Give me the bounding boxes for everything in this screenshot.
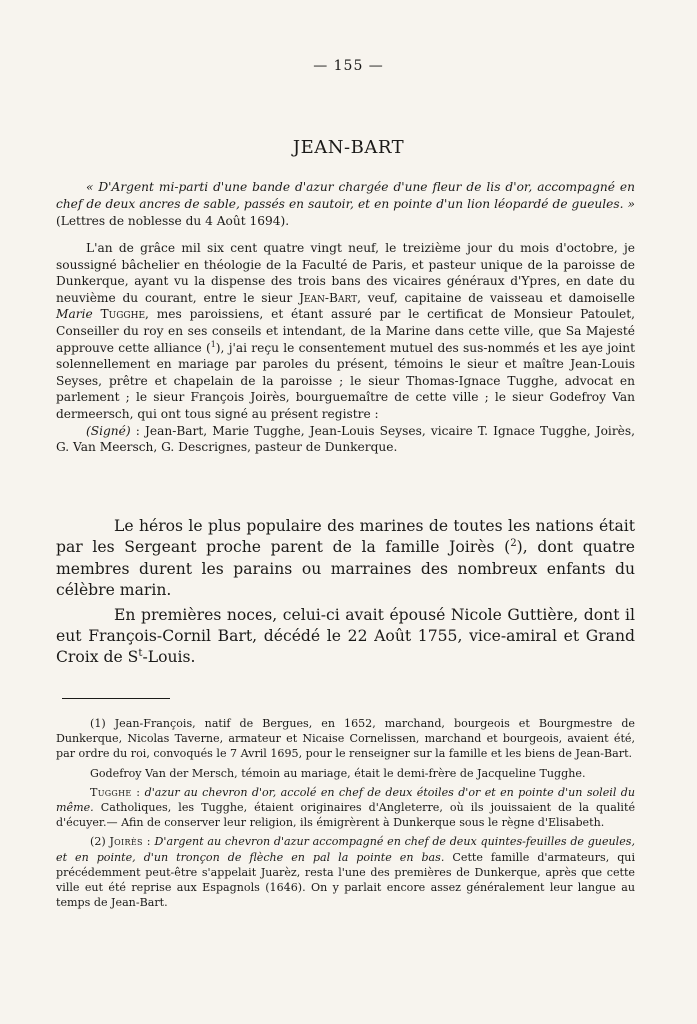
page-number: — 155 —	[313, 58, 384, 74]
signatures	[56, 423, 635, 456]
bride-first-name: Marie	[56, 307, 93, 322]
footnotes	[56, 716, 635, 910]
marriage-record	[56, 240, 635, 456]
footnote-ref-2: 2	[510, 538, 517, 550]
coat-of-arms-description	[56, 179, 635, 230]
footnote-ref-1: 1	[210, 339, 216, 349]
bride-last-name: Tugghe	[100, 307, 146, 322]
main-text	[56, 516, 635, 669]
page-title: JEAN-BART	[292, 137, 405, 158]
arms-blazon: « D'Argent mi-parti d'une bande d'azur chargée d'une fleur de lis d'or, accompagné en chef de deux ancres de sable, passés en sautoir, et en pointe d'un lion léopardé de gueules. »	[56, 180, 635, 211]
footnote-1: (1) Jean-François, natif de Bergues, en 1652, marchand, bourgeois et Bourgmestre de Dunkerque, Nicolas Taverne, armateur et Nicaise Cornelissen, marchand et bourgeois, avaient été, par ordre du roi, convoqués le 7 Avril 1695, pour le renseigner sur la famille et les biens de Jean-Bart.	[56, 717, 635, 761]
footnote-2: (2) Joirès : D'argent au chevron d'azur accompagné en chef de deux quintes-feuilles de gueules, et en pointe, d'un tronçon de flèche en pal la pointe en bas. Cette famille d'armateurs, qui précédemment peut-être s'appelait Juarèz, resta l'une des premières de Dunkerque, après que cette ville eut été reprise aux Espagnols (1646). On y parlait encore assez généralement leur langue au temps de Jean-Bart.	[56, 835, 635, 910]
footnote-tugghe: Tugghe : d'azur au chevron d'or, accolé en chef de deux étoiles d'or et en pointe d'un soleil du même. Catholiques, les Tugghe, étaient originaires d'Angleterre, où ils jouissaient de la qualité d'écuyer.— Afin de conserver leur religion, ils émigrèrent à Dunkerque sous le règne d'Elisabeth.	[56, 785, 636, 830]
paragraph-1: Le héros le plus populaire des marines de toutes les nations était par les Sergeant proche parent de la famille Joirès ($^2$), dont quatre membres durent les parains ou marraines des nombreux enfants du célèbre marin.	[56, 517, 636, 600]
groom-name: Jean-Bart	[299, 290, 358, 305]
arms-source: (Lettres de noblesse du 4 Août 1694).	[56, 214, 290, 228]
footnote-1-continued: Godefroy Van der Mersch, témoin au mariage, était le demi-frère de Jacqueline Tugghe.	[90, 766, 586, 780]
paragraph-2: En premières noces, celui-ci avait épousé Nicole Guttière, dont il eut François-Cornil Bart, décédé le 22 Août 1755, vice-amiral et Grand Croix de $S^t$-Louis.	[56, 605, 635, 667]
signed-label: (Signé)	[86, 423, 131, 438]
marriage-record-text: L'an de grâce mil six cent quatre vingt neuf, le treizième jour du mois d'octobre, je soussigné bâchelier en théologie de la Faculté de Paris, et pasteur unique de la paroisse de Dunkerque, ayant vu la dispense des trois bans des vicaires généraux d'Ypres, en date du neuvième du courant, entre le sieur Jean-Bart, veuf, capitaine de vaisseau et damoiselle Marie Tugghe, mes paroissiens, et étant assuré par le certificat de Monsieur Patoulet, Conseiller du roy en ses conseils et intendant, de la Marine dans cette ville, que Sa Majesté approuve cette alliance ($^1$), j'ai reçu le consentement mutuel des sus-nommés et les aye joint solennellement en mariage par paroles du présent, témoins le sieur et maître Jean-Louis Seyses, prêtre et chapelain de la paroisse ; le sieur Thomas-Ignace Tugghe, advocat en parlement ; le sieur François Joirès, bourguemaître de cette ville ; le sieur Godefroy Van dermeersch, qui ont tous signé au présent registre :	[56, 241, 636, 421]
footnote-divider	[62, 698, 170, 699]
signatures-list: : Jean-Bart, Marie Tugghe, Jean-Louis Seyses, vicaire T. Ignace Tugghe, Joirès, G. Van Meersch, G. Descrignes, pasteur de Dunkerque.	[56, 423, 635, 455]
